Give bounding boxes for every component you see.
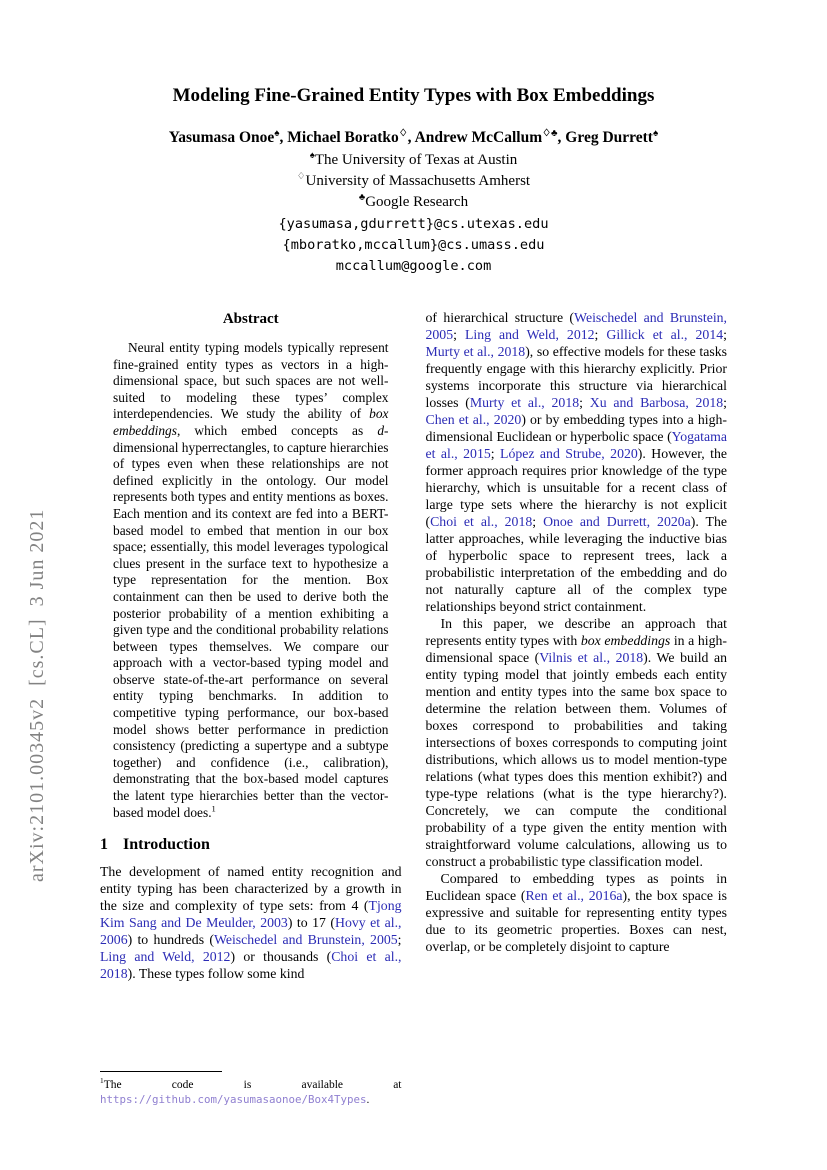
footnote-block: [100, 1071, 402, 1109]
affiliation-ut-austin: ♠The University of Texas at Austin: [309, 150, 518, 168]
abstract-text: Neural entity typing models typically represent fine-grained entity types as vectors in a high-dimensional space, but such spaces are not well-suited to modeling these types’ complex interdependencies. We study the ability of box embeddings, which embed concepts as d-dimensional hyperrectangles, to capture hierarchies of types even when these relationships are not defined explicitly in the ontology. Our model represents both types and entity mentions as boxes. Each mention and its context are fed into a BERT-based model to embed that mention in our box space; essentially, this model leverages typological clues present in the surface text to hypothesize a type representation for the mention. Box containment can then be used to derive both the posterior probability of a mention exhibiting a given type and the conditional probability relations between types themselves. We compare our approach with a vector-based typing model and observe state-of-the-art performance on several entity typing benchmarks. In addition to competitive typing performance, our box-based model shows better performance in prediction consistency (predicting a supertype and a subtype together) and confidence (i.e., calibration), demonstrating that the box-based model captures the latent type hierarchies better than the vector-based model does.$^1$: [113, 340, 389, 820]
abstract-heading: Abstract: [222, 311, 279, 327]
citation-link[interactable]: Gillick et al., 2014: [606, 327, 724, 342]
authors-line: Yasumasa Onoe♠, Michael Boratko♢, Andrew McCallum♢♣, Greg Durrett♠: [168, 127, 659, 146]
citation-link[interactable]: López and Strube, 2020: [500, 446, 638, 461]
citation-link[interactable]: Hovy et al., 2006: [100, 915, 402, 948]
citation-link[interactable]: Tjong Kim Sang and De Meulder, 2003: [100, 898, 402, 931]
affiliation-google-research: ♣Google Research: [358, 192, 469, 210]
footnote-text: $^1$The code is available at https://github.com/yasumasaonoe/Box4Types.: [100, 1076, 402, 1106]
citation-link[interactable]: Chen et al., 2020: [425, 412, 522, 427]
right-column: [426, 309, 728, 1109]
paper-header: [0, 0, 827, 277]
abstract-block: [100, 309, 402, 821]
footnote-rule: [100, 1071, 222, 1072]
citation-link[interactable]: Murty et al., 2018: [425, 344, 526, 359]
affiliation-umass-amherst: ♢University of Massachusetts Amherst: [296, 171, 531, 189]
email-line-umass: {mboratko,mccallum}@cs.umass.edu: [282, 237, 545, 253]
citation-link[interactable]: Murty et al., 2018: [469, 395, 580, 410]
intro-paragraph-continued: of hierarchical structure (Weischedel and Brunstein, 2005; Ling and Weld, 2012; Gillick et al., 2014; Murty et al., 2018), so effective models for these tasks frequently engage with this hierarchy explicitly. Prior systems incorporate this structure via hierarchical losses (Murty et al., 2018; Xu and Barbosa, 2018; Chen et al., 2020) or by embedding types into a high-dimensional Euclidean or hyperbolic space (Yogatama et al., 2015; López and Strube, 2020). However, the former approach requires prior knowledge of the type hierarchy, which is unsuitable for a recent class of large type sets where the hierarchy is not explicit (Choi et al., 2018; Onoe and Durrett, 2020a). The latter approaches, while leveraging the inductive bias of hyperbolic space to represent trees, lack a probabilistic interpretation of the embedding and do not naturally capture all of the complex type relationships beyond strict containment.: [425, 310, 728, 614]
intro-paragraph-1: The development of named entity recognition and entity typing has been characterized by a growth in the size and complexity of type sets: from 4 (Tjong Kim Sang and De Meulder, 2003) to 17 (Hovy et al., 2006) to hundreds (Weischedel and Brunstein, 2005; Ling and Weld, 2012) or thousands (Choi et al., 2018). These types follow some kind: [100, 864, 402, 982]
section-title: Introduction: [123, 836, 210, 854]
email-line-google: mccallum@google.com: [335, 258, 492, 274]
url-link[interactable]: https://github.com/yasumasaonoe/Box4Types: [100, 1092, 367, 1106]
section-number: 1: [100, 836, 108, 854]
paper-title: Modeling Fine-Grained Entity Types with Box Embeddings: [172, 85, 655, 106]
left-column: [100, 309, 402, 1109]
email-line-utexas: {yasumasa,gdurrett}@cs.utexas.edu: [278, 216, 549, 232]
citation-link[interactable]: Onoe and Durrett, 2020a: [543, 514, 691, 529]
two-column-body: [0, 309, 827, 1109]
intro-paragraph-3: Compared to embedding types as points in Euclidean space (Ren et al., 2016a), the box space is expressive and suitable for representing entity types due to its geometric properties. Boxes can nest, overlap, or be completely disjoint to capture: [425, 871, 728, 954]
citation-link[interactable]: Choi et al., 2018: [100, 949, 402, 982]
citation-link[interactable]: Weischedel and Brunstein, 2005: [425, 310, 728, 342]
citation-link[interactable]: Weischedel and Brunstein, 2005: [213, 932, 398, 948]
citation-link[interactable]: Vilnis et al., 2018: [539, 650, 644, 665]
citation-link[interactable]: Choi et al., 2018: [430, 514, 533, 529]
arxiv-watermark: arXiv:2101.00345v2 [cs.CL] 3 Jun 2021: [26, 508, 48, 882]
section-heading-introduction: [100, 836, 402, 854]
citation-link[interactable]: Ren et al., 2016a: [525, 888, 623, 903]
citation-link[interactable]: Ling and Weld, 2012: [464, 327, 595, 342]
citation-link[interactable]: Ling and Weld, 2012: [100, 949, 231, 965]
intro-paragraph-2: In this paper, we describe an approach that represents entity types with box embeddings in a high-dimensional space (Vilnis et al., 2018). We build an entity typing model that jointly embeds each entity mention and entity types into the same box space to determine the relation between them. Volumes of boxes correspond to probabilities and taking intersections of boxes corresponds to computing joint distributions, which allows us to model mention-type relations (what types does this mention exhibit?) and type-type relations (what is the type hierarchy?). Concretely, we can compute the conditional probability of a type given the entity mention with straightforward volume calculations, allowing us to construct a probabilistic type classification model.: [425, 616, 727, 869]
emails-block: [0, 214, 827, 277]
citation-link[interactable]: Yogatama et al., 2015: [425, 429, 727, 461]
citation-link[interactable]: Xu and Barbosa, 2018: [589, 395, 724, 410]
